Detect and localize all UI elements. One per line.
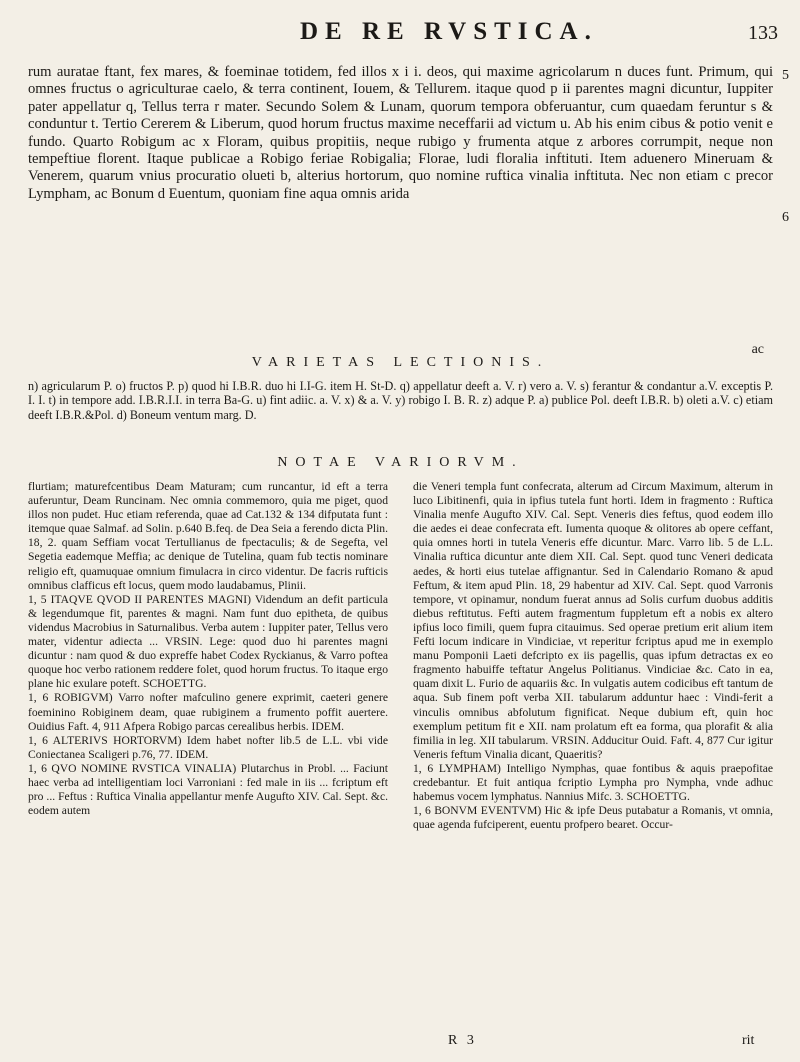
signature-mark: R 3 [448, 1033, 477, 1048]
varietas-title: VARIETAS LECTIONIS. [251, 355, 550, 370]
catchword-footer: rit [742, 1033, 755, 1048]
varietas-lectionis [28, 356, 773, 422]
note-paragraph: 1, 6 ROBIGVM) Varro nofter mafculino genere exprimit, caeteri genere foeminino Robiginem deam, quae rubiginem a frumento poffit auertere. Ouidius Faft. 4, 911 Afpera Robigo parcas cerealibus herbis. IDEM. [28, 691, 388, 733]
notae-title: NOTAE VARIORVM. [277, 455, 524, 470]
catchword-main: ac [751, 342, 764, 357]
note-paragraph: 1, 6 LYMPHAM) Intelligo Nymphas, quae fontibus & aquis praepofitae credebantur. Et fuit antiqua fcriptio Lympha pro Nympha, vnde adhuc habemus vocem lymphatus. Nannius Mifc. 3. SCHOETTG. [413, 761, 773, 804]
main-text [28, 64, 773, 203]
notes-right-column [413, 480, 773, 832]
page-header [0, 18, 800, 58]
main-paragraph: rum auratae ftant, fex mares, & foeminae totidem, fed illos x i i. deos, qui maxime agricolarum n duces funt. Primum, qui omnes fructus o agriculturae caelo, & terra continent, Iouem, & Tellurem. itaque quod p ii parentes magni dicuntur, Iuppiter pater appellatur q, Tellus terra r mater. Secundo Solem & Lunam, quorum tempora obferuantur, cum quaedam feruntur s & conduntur t. Tertio Cererem & Liberum, quod horum fructus maxime neceffarii ad victum u. Ab his enim cibus & potio venit e fundo. Quarto Robigum ac x Floram, quibus propitiis, neque rubigo y frumenta atque z arbores corrumpit, neque non tempeftiue florent. Itaque publicae a Robigo feriae Robigalia; Florae, ludi floralia inftituti. Item aduenero Mineruam & Venerem, quarum vnius procuratio olueti b, alterius hortorum, quo nomine ruftica vinalia inftituta. Nec non etiam c precor Lympham, ac Bonum d Euentum, quoniam fine aqua omnis arida [28, 64, 773, 202]
running-title: DE RE RVSTICA. [300, 18, 598, 45]
note-paragraph: die Veneri templa funt confecrata, alterum ad Circum Maximum, alterum in luco Libitinenfi, quia in ipfius tutela funt horti. Idem in fragmento : Ruftica Vinalia menfe Augufto XIV. Cal. Sept. Veneris dies feftus, quod eodem illo die aedes ei deae confecrata eft. Iumenta quoque & olitores ab opere ceffant, quia omnes horti in tutela Veneris effe dicuntur. Marc. Varro lib. 5 de L.L. Vinalia ruftica dicuntur ante diem XII. Cal. Sept. quod tunc Veneri dedicata aedes, & horti eius tutelae affignantur. Sed in Calendario Romano & apud Feftum, & item apud Plin. 18, 29 habentur ad XIV. Cal. Sept. quod Varronis tempore, vt opinamur, nondum fuerat annus ad Solis curfum duobus additis diebus reftitutus. Fefti autem fragmentum fuppletum eft a nobis ex altero ipfius loco fimili, quem fupra citauimus. Sed operae pretium erit alium item Fefti locum indicare in Vindiciae, vt reperitur fcriptus apud me in exemplo manu Pomponii Laeti defcripto ex iis pagellis, quas ipfum detractas ex eo fragmento habuiffe teftatur Angelus Politianus. Vindiciae &c. Cato in ea, quam dixit L. Furio de aquariis &c. In vulgatis autem codicibus eft tantum de aqua. Sub finem poft verba XII. tabularum adduntur haec : Vindi-ferit a vinculis omnibus abfolutum fignificat. Neque dubium eft, quin hoc exemplum petitum fit e XII. nam prolatum eft ea forma, qua plorafit & alia fimilia in leg. XII tabularum. VRSIN. Adducitur Ouid. Faft. 4, 877 Cur igitur Veneris feftum Vinalia dicant, Quaeritis? [413, 480, 773, 761]
margin-line-number: 6 [782, 210, 789, 225]
note-paragraph: 1, 6 ALTERIVS HORTORVM) Idem habet nofter lib.5 de L.L. vbi vide Coniectanea Scaligeri p.76, 77. IDEM. [28, 733, 388, 761]
notes-left-column [28, 480, 388, 818]
page-number: 133 [748, 22, 778, 44]
margin-line-number: 5 [782, 68, 789, 83]
note-paragraph: 1, 6 BONVM EVENTVM) Hic & ipfe Deus putabatur a Romanis, vt omnia, quae agenda fufciperent, euentu profpero bearet. Occur- [413, 804, 773, 832]
varietas-text: n) agricularum P. o) fructos P. p) quod hi I.B.R. duo hi I.I-G. item H. St-D. q) appellatur deeft a. V. r) vero a. V. s) ferantur & condantur a.V. exceptis P. I. I. t) in tempore add. I.B.R.I.I. in terra Ba-G. u) fint adiic. a. V. x) & a. V. y) robigo I. B. R. z) adque P. a) publice Pol. deeft I.B.R. b) oleti a.V. c) etiam deeft I.B.R.&Pol. d) Boneum ventum marg. D. [28, 378, 773, 422]
note-paragraph: flurtiam; maturefcentibus Deam Maturam; cum runcantur, id eft a terra auferuntur, Deam Runcinam. Nec omnia commemoro, quia me piget, quod illos non pudet. Huc etiam referenda, quae ad Cat.132 & 134 difputata funt : itemque quae Salmaf. ad Solin. p.640 B.feq. de Dea Seia a ferendo dicta Plin. 18, 2. quam Seffiam vocat Tertullianus de fpectaculis; & de Segefta, vel Segetia eademque Meffia; ac denique de Tutelina, quam fub tectis nominare religio eft, quamuquae omnium fimulacra in circo videntur. De facris rufticis omnibus clafficus eft locus, quem modo laudabamus, Plinii. [28, 480, 388, 592]
note-paragraph: 1, 6 QVO NOMINE RVSTICA VINALIA) Plutarchus in Probl. ... Faciunt haec verba ad intelligentiam loci Varroniani : fed male in iis ... fcriptum eft pro ... Feftus : Ruftica Vinalia appellantur menfe Augufto XIV. Cal. Sept. &c. eodem autem [28, 761, 388, 818]
note-paragraph: 1, 5 ITAQVE QVOD II PARENTES MAGNI) Videndum an defit particula & legendumque fit, parentes & magni. Nam funt duo epitheta, de quibus videndus Macrobius in Saturnalibus. Verba autem : Iuppiter pater, Tellus vero mater, videntur adiecta ... VRSIN. Lege: quod duo hi parentes magni dicuntur : nam quod & duo expreffe habet Codex Ryckianus, & Varro poftea quoque hoc verbo rationem reddere folet, quod horum fructus. To itaque ergo plane hic exulare poteft. SCHOETTG. [28, 592, 388, 691]
